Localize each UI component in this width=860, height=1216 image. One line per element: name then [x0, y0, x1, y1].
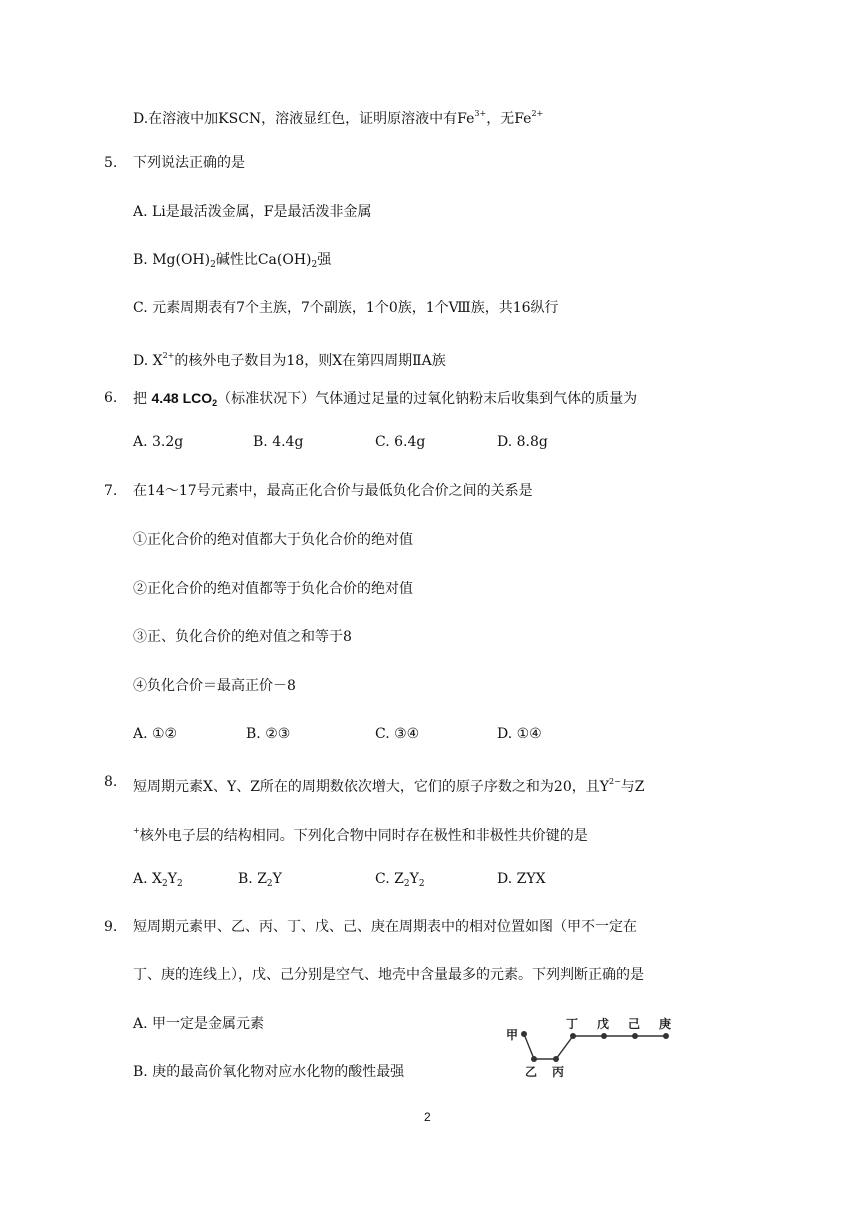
q9-stem-line-1: 短周期元素甲、乙、丙、丁、戊、己、庚在周期表中的相对位置如图（甲不一定在	[133, 919, 637, 935]
label-ding: 丁	[566, 1017, 579, 1031]
node-bing	[553, 1056, 559, 1062]
q7-option-a: A. ①②	[133, 726, 178, 742]
label-yi: 乙	[525, 1065, 538, 1079]
q8-number: 8.	[104, 774, 118, 790]
q7-option-b: B. ②③	[246, 726, 291, 742]
q8-stem-line-2: +核外电子层的结构相同。下列化合物中同时存在极性和非极性共价键的是	[133, 826, 588, 844]
label-geng: 庚	[659, 1017, 672, 1031]
q4-option-d: D.在溶液中加KSCN，溶液显红色，证明原溶液中有$Fe^{3+}$，无$Fe^{2+}$	[133, 109, 544, 127]
q5-option-b: B. $Mg(OH)_2$碱性比$Ca(OH)_2$强	[133, 252, 332, 270]
label-bing: 丙	[552, 1065, 565, 1079]
page-number: 2	[424, 1110, 431, 1124]
q9-option-b: B. 庚的最高价氧化物对应水化物的酸性最强	[133, 1064, 405, 1080]
q7-statement-4: ④负化合价＝最高正价－8	[133, 678, 296, 694]
label-wu: 戊	[597, 1017, 610, 1031]
label-ji: 己	[628, 1017, 641, 1031]
q5-option-c: C. 元素周期表有7个主族，7个副族，1个0族，1个Ⅷ族，共16纵行	[133, 300, 559, 316]
q7-option-d: D. ①④	[497, 726, 542, 742]
periodic-position-diagram	[500, 1012, 690, 1082]
q7-number: 7.	[104, 483, 118, 499]
node-geng	[663, 1033, 669, 1039]
q6-option-d: D. 8.8g	[497, 434, 548, 450]
q6-stem: 把 4.48 $LCO_2$（标准状况下）气体通过足量的过氧化钠粉末后收集到气体的质量为	[133, 390, 638, 408]
node-ji	[632, 1033, 638, 1039]
node-wu	[601, 1033, 607, 1039]
q6-option-b: B. 4.4g	[253, 434, 304, 450]
q6-option-c: C. 6.4g	[375, 434, 426, 450]
node-yi	[531, 1056, 537, 1062]
node-ding	[570, 1033, 576, 1039]
label-jia: 甲	[506, 1028, 519, 1042]
q5-option-a: A. Li是最活泼金属，F是最活泼非金属	[133, 204, 372, 220]
q8-option-b: B. $Z_2Y$	[238, 871, 282, 889]
q9-option-a: A. 甲一定是金属元素	[133, 1016, 265, 1032]
q6-option-a: A. 3.2g	[133, 434, 184, 450]
q7-stem: 在14～17号元素中，最高正化合价与最低负化合价之间的关系是	[133, 483, 533, 499]
q8-option-d: D. ZYX	[497, 871, 546, 887]
q7-statement-3: ③正、负化合价的绝对值之和等于8	[133, 629, 352, 645]
q9-stem-line-2: 丁、庚的连线上），戊、己分别是空气、地壳中含量最多的元素。下列判断正确的是	[133, 967, 644, 983]
q8-option-c: C. $Z_2Y_2$	[375, 871, 425, 889]
q7-statement-2: ②正化合价的绝对值都等于负化合价的绝对值	[133, 581, 413, 597]
q6-number: 6.	[104, 390, 118, 406]
q5-number: 5.	[104, 155, 118, 171]
q9-number: 9.	[104, 919, 118, 935]
q7-option-c: C. ③④	[375, 726, 420, 742]
q8-option-a: A. $X_2Y_2$	[133, 871, 183, 889]
q5-stem: 下列说法正确的是	[133, 155, 245, 171]
q5-option-d: D. $X^{2+}$的核外电子数目为18，则X在第四周期ⅡA族	[133, 351, 446, 369]
q7-statement-1: ①正化合价的绝对值都大于负化合价的绝对值	[133, 532, 413, 548]
q8-stem-line-1: 短周期元素X、Y、Z所在的周期数依次增大，它们的原子序数之和为20，且$Y^{2-}$与Z	[133, 777, 645, 795]
node-jia	[521, 1031, 527, 1037]
